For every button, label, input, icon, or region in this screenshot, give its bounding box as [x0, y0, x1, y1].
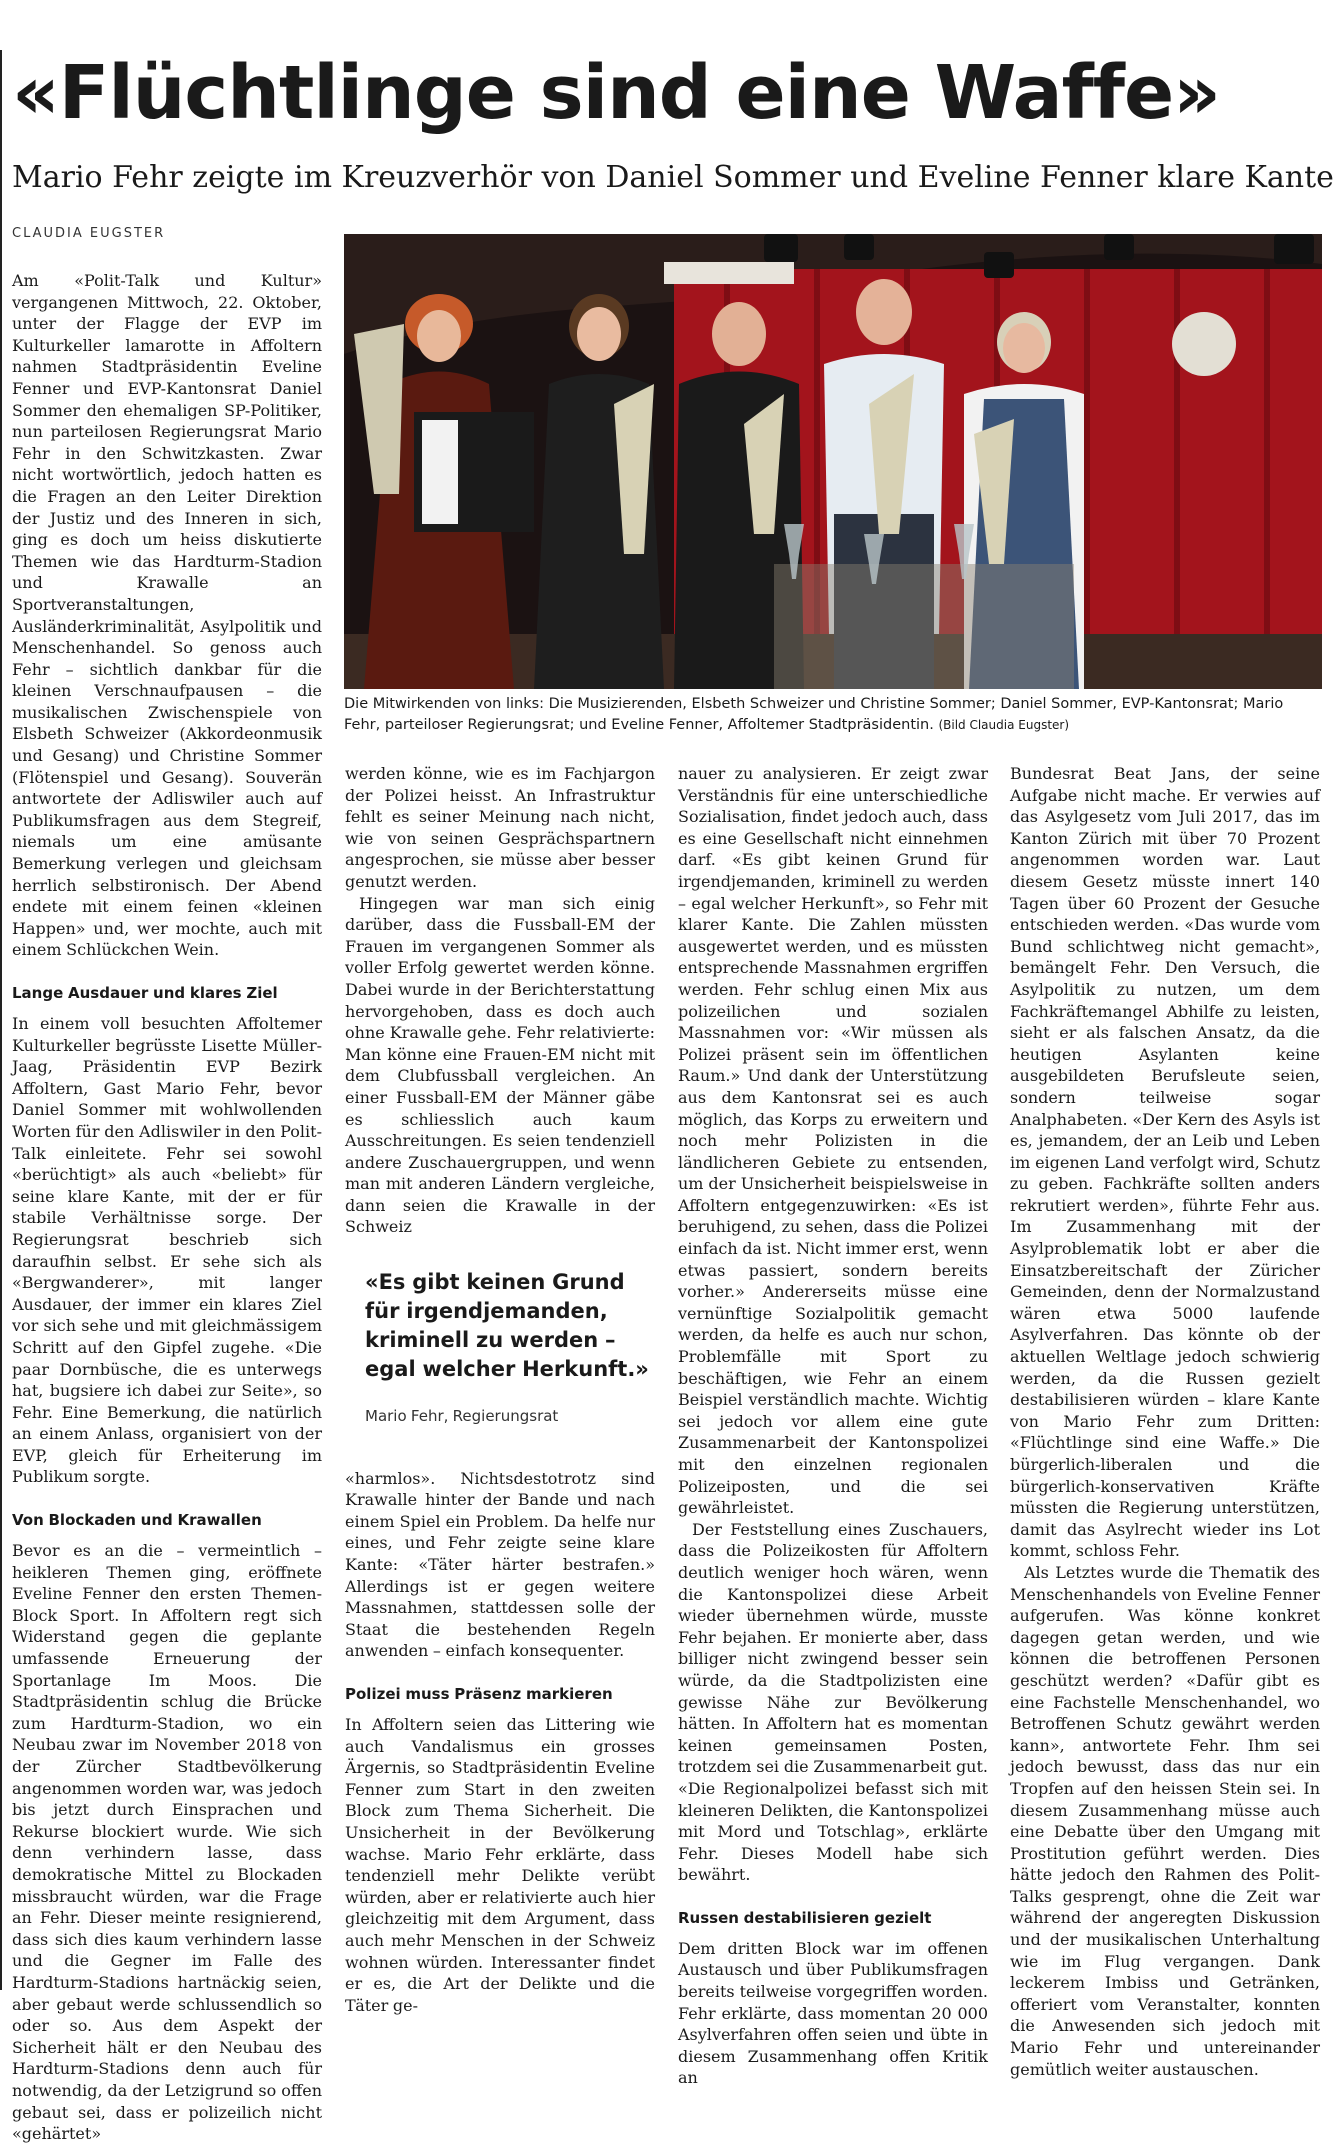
byline: CLAUDIA EUGSTER	[12, 226, 166, 241]
body-paragraph: Bevor es an die – vermeintlich – heikleren Themen ging, eröffnete Eveline Fenner den ersten Themen-Block Sport. In Affoltern regt sich Widerstand gegen die geplante umfassende Erneuerung der Sportanlage Im Moos. Die Stadtpräsidentin schlug die Brücke zum Hardturm-Stadion, wo ein Neubau zwar im November 2018 von der Zürcher Stadtbevölkerung angenommen worden war, was jedoch bis jetzt durch Einsprachen und Rekurse blockiert wurde. Wie sich denn verhindern lasse, dass demokratische Mittel zu Blockaden missbraucht würden, war die Frage an Fehr. Dieser meinte resignierend, dass sich dies kaum verhindern lasse und die Gegner im Falle des Hardturm-Stadions hartnäckig seien, aber gebaut werde schlussendlich so oder so. Aus dem Aspekt der Sicherheit hält er den Neubau des Hardturm-Stadions denn auch für notwendig, da der Letzigrund so offen gebaut sei, dass er polizeilich nicht «gehärtet»	[12, 1541, 322, 2144]
body-paragraph: In einem voll besuchten Affoltemer Kulturkeller begrüsste Lisette Müller-Jaag, Präsidentin EVP Bezirk Affoltern, Gast Mario Fehr, bevor Daniel Sommer mit wohlwollenden Worten für den Adliswiler in den Polit-Talk einleitete. Fehr sei sowohl «berüchtigt» als auch «beliebt» für seine klare Kante, mit der er für stabile Verhältnisse sorge. Der Regierungsrat beschrieb sich daraufhin selbst. Er sehe sich als «Bergwanderer», mit langer Ausdauer, der immer ein klares Ziel vor sich sehe und mit gleichmässigem Schritt auf den Gipfel zugehe. «Die paar Dornbüsche, die es unterwegs hat, bugsiere ich dabei zur Seite», so Fehr. Eine Bemerkung, die natürlich an einem Anlass, organisiert von der EVP, gleich für Erheiterung im Publikum sorgte.	[12, 1014, 322, 1487]
body-paragraph: Als Letztes wurde die Thematik des Menschenhandels von Eveline Fenner aufgerufen. Was könne konkret dagegen getan werden, und wie können die betroffenen Personen geschützt werden? «Dafür gibt es eine Fachstelle Menschenhandel, wo Betroffenen Schutz gewährt werden kann», antwortete Fehr. Ihm sei jedoch bewusst, dass das nur ein Tropfen auf den heissen Stein sei. In diesem Zusammenhang müsse auch eine Debatte über den Umgang mit Prostitution geführt werden. Dies hätte jedoch den Rahmen des Polit-Talks gesprengt, ohne die Zeit war während der angeregten Diskussion und der musikalischen Unterhaltung wie im Flug vergangen. Dank leckerem Imbiss und Getränken, offeriert vom Veranstalter, konnten die Anwesenden sich jedoch mit Mario Fehr und untereinander gemütlich weiter austauschen.	[1010, 1562, 1320, 2079]
table	[774, 564, 1074, 689]
text-column-1	[12, 270, 322, 2144]
photo-caption	[344, 694, 1322, 736]
text-column-3	[678, 763, 988, 2088]
body-paragraph: Dem dritten Block war im offenen Austausch und über Publikumsfragen bereits teilweise vorgegriffen worden. Fehr erklärte, dass momentan 20 000 Asylverfahren offen seien und übte in diesem Zusammenhang offen Kritik an	[678, 1938, 988, 2088]
pull-quote-text: «Es gibt keinen Grund für irgendjemanden, kriminell zu werden – egal welcher Herkunft.»	[365, 1270, 649, 1382]
pull-quote-author: Mario Fehr, Regierungsrat	[365, 1407, 559, 1426]
photo-credit: (Bild Claudia Eugster)	[938, 718, 1070, 732]
pull-quote	[365, 1268, 655, 1428]
intro-paragraph: Am «Polit-Talk und Kultur» vergangenen Mittwoch, 22. Oktober, unter der Flagge der EVP im Kulturkeller lamarotte in Affoltern nahmen Stadtpräsidentin Eveline Fenner und EVP-Kantonsrat Daniel Sommer den ehemaligen SP-Politiker, nun parteilosen Regierungsrat Mario Fehr in den Schwitzkasten. Zwar nicht wortwörtlich, jedoch hatten es die Fragen an den Leiter Direktion der Justiz und des Inneren in sich, ging es doch um heiss diskutierte Themen wie das Hardturm-Stadion und Krawalle an Sportveranstaltungen, Ausländerkriminalität, Asylpolitik und Menschenhandel. So genoss auch Fehr – sichtlich dankbar für die kleinen Verschnaufpausen – die musikalischen Zwischenspiele von Elsbeth Schweizer (Akkordeonmusik und Gesang) und Christine Sommer (Flötenspiel und Gesang). Souverän antwortete der Adliswiler auch auf Publikumsfragen aus dem Stegreif, niemals um eine amüsante Bemerkung verlegen und gleichsam herrlich selbstironisch. Der Abend endete mit einem feinen «kleinen Happen» und, wer mochte, auch mit einem Schlückchen Wein.	[12, 271, 322, 960]
subtitle: Mario Fehr zeigte im Kreuzverhör von Daniel Sommer und Eveline Fenner klare Kante	[12, 160, 1334, 195]
wall-plate	[1172, 312, 1236, 376]
body-paragraph: werden könne, wie es im Fachjargon der Polizei heisst. An Infrastruktur fehlt es seiner Meinung nach nicht, wie von seinen Gesprächspartnern angesprochen, sie müsse aber besser genutzt werden.	[345, 764, 655, 891]
text-column-2	[345, 763, 655, 2015]
column-rule	[0, 50, 2, 1990]
caption-text: Die Mitwirkenden von links: Die Musizierenden, Elsbeth Schweizer und Christine Sommer; Daniel Sommer, EVP-Kantonsrat; Mario Fehr, parteiloser Regierungsrat; und Eveline Fenner, Affoltemer Stadtpräsidentin.	[344, 696, 1284, 733]
headline: «Flüchtlinge sind eine Waffe»	[12, 50, 1220, 136]
body-paragraph: nauer zu analysieren. Er zeigt zwar Verständnis für eine unterschiedliche Sozialisation, findet jedoch auch, dass es eine Gesellschaft nicht einnehmen darf. «Es gibt keinen Grund für irgendjemanden, kriminell zu werden – egal welcher Herkunft», so Fehr mit klarer Kante. Die Zahlen müssten ausgewertet werden, und es müssten entsprechende Massnahmen ergriffen werden. Fehr schlug einen Mix aus polizeilichen und sozialen Massnahmen vor: «Wir müssen als Polizei präsent sein im öffentlichen Raum.» Und dank der Unterstützung aus dem Kantonsrat sei es auch möglich, das Korps zu erweitern und noch mehr Polizisten in die ländlicheren Gebiete zu entsenden, um der Unsicherheit beispielsweise in Affoltern entgegenzuwirken: «Es ist beruhigend, zu sehen, dass die Polizei einfach da ist. Nicht immer erst, wenn etwas passiert, sondern bereits vorher.» Andererseits müsse eine vernünftige Sozialpolitik gemacht werden, da helfe es auch nur schon, Problemfälle mit Sport zu beschäftigen, wie Fehr an einem Beispiel verständlich machte. Wichtig sei jedoch vor allem eine gute Zusammenarbeit der Kantonspolizei mit den einzelnen regionalen Polizeiposten, und die sei gewährleistet.	[678, 764, 988, 1518]
subheading: Lange Ausdauer und klares Ziel	[12, 984, 278, 1002]
subheading: Russen destabilisieren gezielt	[678, 1908, 932, 1927]
body-paragraph: Der Feststellung eines Zuschauers, dass die Polizeikosten für Affoltern deutlich weniger hoch wären, wenn die Kantonspolizei diese Arbeit wieder übernehmen würde, musste Fehr bejahen. Er monierte aber, dass billiger nicht zwingend besser sein würde, da die Stadtpolizisten eine gewisse Nähe zur Bevölkerung hätten. In Affoltern hat es momentan keinen gemeinsamen Posten, trotzdem sei die Zusammenarbeit gut. «Die Regionalpolizei befasst sich mit kleineren Delikten, die Kantonspolizei mit Mord und Totschlag», erklärte Fehr. Dieses Modell habe sich bewährt.	[678, 1519, 988, 1885]
body-paragraph: In Affoltern seien das Littering wie auch Vandalismus ein grosses Ärgernis, so Stadtpräsidentin Eveline Fenner zum Start in den zweiten Block zum Thema Sicherheit. Die Unsicherheit in der Bevölkerung wachse. Mario Fehr erklärte, dass tendenziell mehr Delikte verübt würden, aber er relativierte auch hier gleichzeitig mit dem Argument, dass auch mehr Menschen in der Schweiz wohnen würden. Interessanter findet er es, die Art der Delikte und die Täter ge-	[345, 1715, 655, 2015]
subheading: Polizei muss Präsenz markieren	[345, 1685, 613, 1703]
body-paragraph: Bundesrat Beat Jans, der seine Aufgabe nicht mache. Er verwies auf das Asylgesetz vom Juli 2017, das im Kanton Zürich mit über 70 Prozent angenommen worden war. Laut diesem Gesetz müsste innert 140 Tagen über 60 Prozent der Gesuche entschieden werden. «Das wurde vom Bund schlichtweg nicht gemacht», bemängelt Fehr. Den Versuch, die Asylpolitik zu nutzen, um dem Fachkräftemangel Abhilfe zu leisten, sieht er als falschen Ansatz, da die heutigen Asylanten keine ausgebildeten Berufsleute seien, sondern teilweise sogar Analphabeten. «Der Kern des Asyls ist es, jemandem, der an Leib und Leben im eigenen Land verfolgt wird, Schutz zu geben. Fachkräfte sollten anders rekrutiert werden», führte Fehr aus. Im Zusammenhang mit der Asylproblematik lobt er aber die Einsatzbereitschaft der Züricher Gemeinden, denn der Normalzustand wären etwa 5000 laufende Asylverfahren. Das könnte ob der aktuellen Weltlage jedoch schwierig werden, da die Russen gezielt destabilisieren würden – klare Kante von Mario Fehr zum Dritten: «Flüchtlinge sind eine Waffe.» Die bürgerlich-liberalen und die bürgerlich-konservativen Kräfte müssten die Regierung unterstützen, damit das Asylrecht wieder ins Lot kommt, schloss Fehr.	[1010, 764, 1320, 1561]
air-conditioner	[664, 262, 794, 284]
body-paragraph: Hingegen war man sich einig darüber, dass die Fussball-EM der Frauen im vergangenen Sommer als voller Erfolg gewertet werden könne. Dabei wurde in der Berichterstattung hervorgehoben, dass es doch auch ohne Krawalle gehe. Fehr relativierte: Man könne eine Frauen-EM nicht mit dem Clubfussball vergleichen. An einer Fussball-EM der Männer gäbe es schliesslich auch kaum Ausschreitungen. Es seien tendenziell andere Zuschauergruppen, und wenn man mit anderen Ländern vergleiche, dann seien die Krawalle in der Schweiz	[345, 893, 655, 1237]
article-photo	[344, 234, 1322, 689]
photo-illustration	[344, 234, 1322, 689]
text-column-4	[1010, 763, 1320, 2079]
subheading: Von Blockaden und Krawallen	[12, 1511, 262, 1530]
body-paragraph: «harmlos». Nichtsdestotrotz sind Krawalle hinter der Bande und nach einem Spiel ein Problem. Da helfe nur eines, und Fehr zeigte seine klare Kante: «Täter härter bestrafen.» Allerdings ist er gegen weitere Massnahmen, stattdessen solle der Staat die bestehenden Regeln anwenden – einfach konsequenter.	[345, 1468, 655, 1661]
